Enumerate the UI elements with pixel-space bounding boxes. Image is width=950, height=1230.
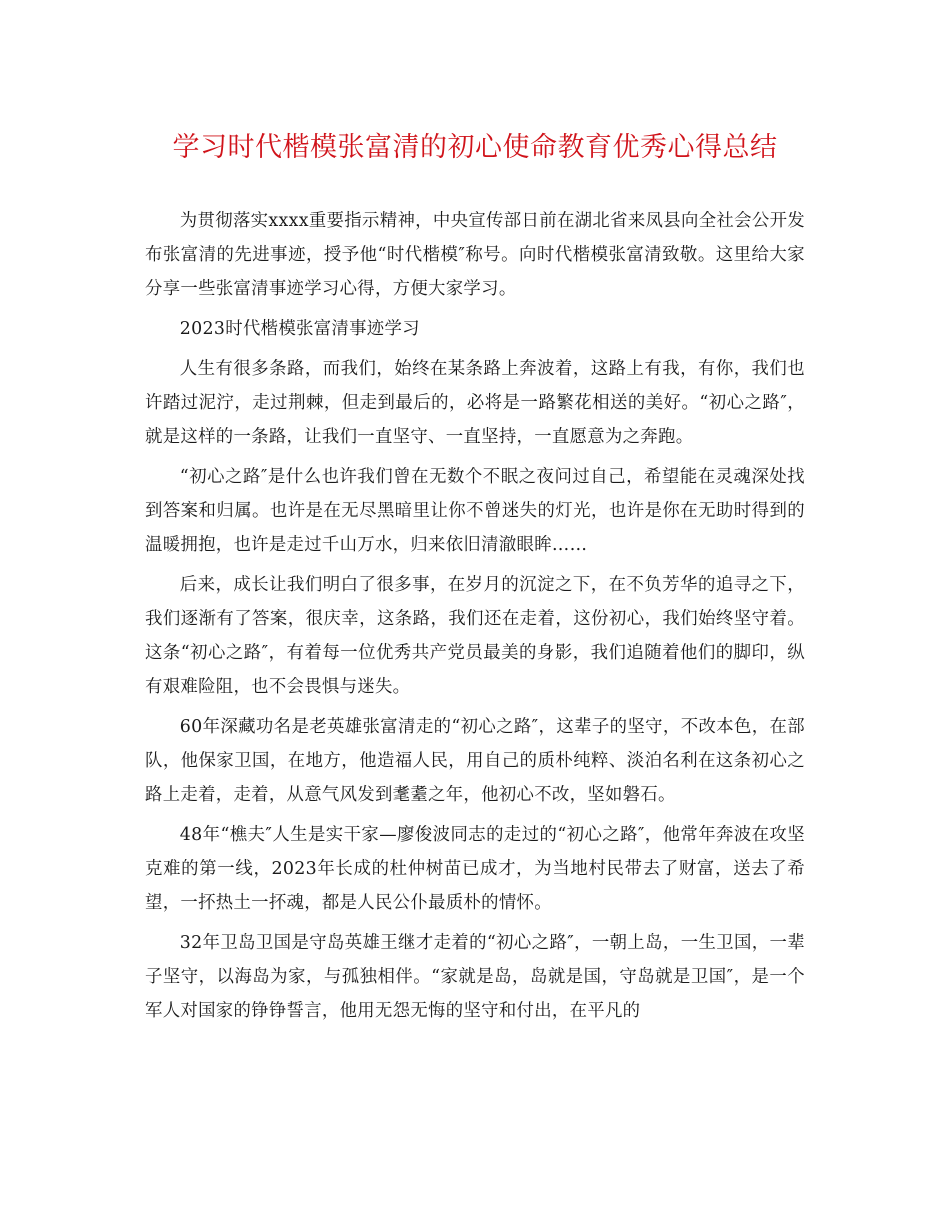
paragraph-subheading: 2023时代楷模张富清事迹学习 bbox=[179, 319, 420, 339]
document-title: 学习时代楷模张富清的初心使命教育优秀心得总结 bbox=[172, 132, 778, 163]
paragraph-wang-jicai: 32年卫岛卫国是守岛英雄王继才走着的“初心之路″，一朝上岛，一生卫国，一辈子坚守，以海岛为家，与孤独相伴。“家就是岛，岛就是国，守岛就是卫国″，是一个军人对国家的铮铮誓言，他用无怨无悔的坚守和付出，在平凡的 bbox=[145, 933, 805, 1021]
paragraph-liao-junbo: 48年“樵夫″人生是实干家—廖俊波同志的走过的“初心之路″，他常年奔波在攻坚克难的第一线，2023年长成的杜仲树苗已成才，为当地村民带去了财富，送去了希望，一抔热土一抔魂，都是人民公仆最质朴的情怀。 bbox=[145, 825, 805, 913]
paragraph-zhang-fuqing: 60年深藏功名是老英雄张富清走的“初心之路″，这辈子的坚守，不改本色，在部队，他保家卫国，在地方，他造福人民，用自己的质朴纯粹、淡泊名利在这条初心之路上走着，走着，从意气风发到耄耋之年，他初心不改，坚如磐石。 bbox=[145, 717, 805, 805]
document-body bbox=[145, 204, 805, 1034]
paragraph-life-roads: 人生有很多条路，而我们，始终在某条路上奔波着，这路上有我，有你，我们也许踏过泥泞，走过荆棘，但走到最后的，必将是一路繁花相送的美好。“初心之路″，就是这样的一条路，让我们一直坚守、一直坚持，一直愿意为之奔跑。 bbox=[145, 359, 805, 447]
paragraph-what-is-original-road: “初心之路″是什么也许我们曾在无数个不眠之夜问过自己，希望能在灵魂深处找到答案和归属。也许是在无尽黑暗里让你不曾迷失的灯光，也许是你在无助时得到的温暖拥抱，也许是走过千山万水，归来依旧清澈眼眸…… bbox=[145, 467, 805, 555]
paragraph-intro: 为贯彻落实xxxx重要指示精神，中央宣传部日前在湖北省来凤县向全社会公开发布张富清的先进事迹，授予他“时代楷模″称号。向时代楷模张富清致敬。这里给大家分享一些张富清事迹学习心得，方便大家学习。 bbox=[145, 211, 805, 299]
paragraph-growth: 后来，成长让我们明白了很多事，在岁月的沉淀之下，在不负芳华的追寻之下，我们逐渐有了答案，很庆幸，这条路，我们还在走着，这份初心，我们始终坚守着。这条“初心之路″，有着每一位优秀共产党员最美的身影，我们追随着他们的脚印，纵有艰难险阻，也不会畏惧与迷失。 bbox=[145, 575, 805, 697]
